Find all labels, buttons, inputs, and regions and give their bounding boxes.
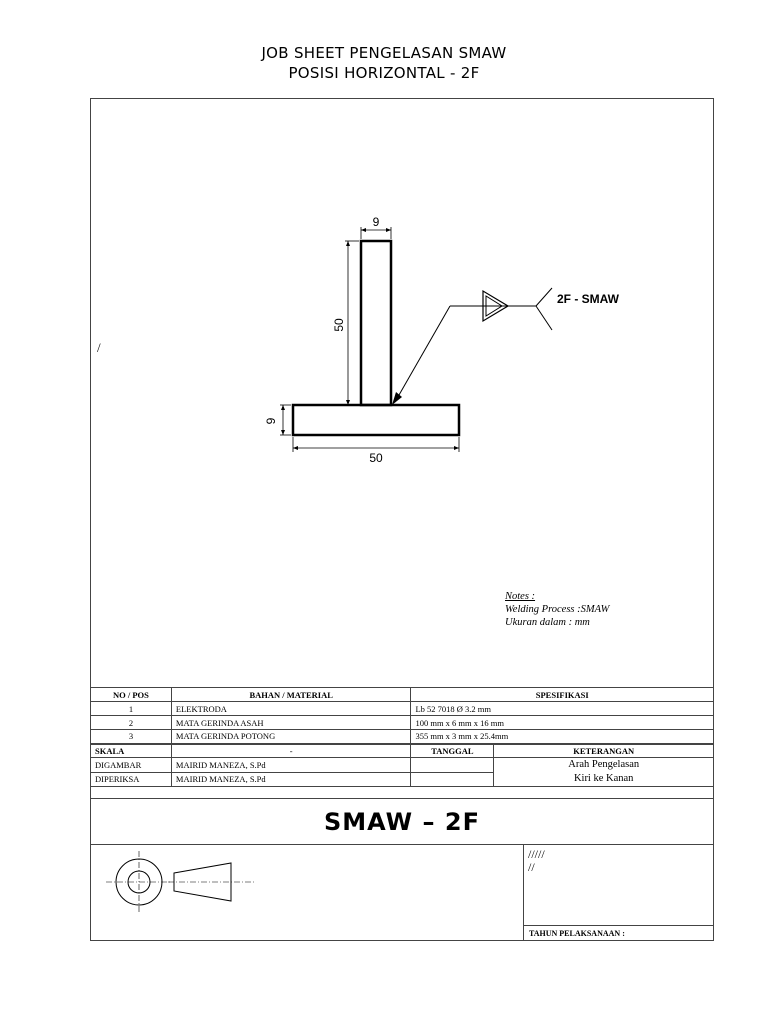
notes-block (505, 590, 609, 629)
row-material: MATA GERINDA POTONG (171, 730, 411, 744)
row-no: 1 (91, 702, 172, 716)
slash-marks (528, 848, 545, 874)
skala-label: SKALA (91, 744, 172, 758)
row-no: 2 (91, 716, 172, 730)
notes-units: Ukuran dalam : mm (505, 617, 590, 628)
weld-arrow-icon (392, 392, 402, 405)
digambar-label: DIGAMBAR (91, 758, 172, 773)
col-no-header: NO / POS (91, 688, 172, 702)
signoff-header-row (91, 744, 714, 758)
row-spec: 355 mm x 3 mm x 25.4mm (411, 730, 714, 744)
diperiksa-label: DIPERIKSA (91, 772, 172, 787)
stray-mark: / (97, 340, 101, 355)
dim-top-label: 9 (372, 215, 380, 229)
table-row (91, 730, 714, 744)
dim-left-label: 9 (264, 417, 278, 425)
row-material: ELEKTRODA (171, 702, 411, 716)
tahun-pelaksanaan-label: TAHUN PELAKSANAAN : (523, 925, 714, 941)
doc-title-line1: JOB SHEET PENGELASAN SMAW (261, 44, 507, 62)
keterangan-cell (494, 758, 714, 787)
base-plate (293, 405, 459, 435)
digambar-row (91, 758, 714, 773)
projection-symbol-icon (90, 845, 523, 941)
slash-line1: ///// (528, 847, 545, 861)
skala-value: - (171, 744, 411, 758)
keterangan-label: KETERANGAN (494, 744, 714, 758)
diperiksa-name: MAIRID MANEZA, S.Pd (171, 772, 411, 787)
weld-leader-line (395, 306, 450, 402)
keterangan-line1: Arah Pengelasan (568, 759, 640, 770)
diperiksa-date (411, 772, 494, 787)
col-material-header: BAHAN / MATERIAL (171, 688, 411, 702)
table-row (91, 716, 714, 730)
row-no: 3 (91, 730, 172, 744)
digambar-date (411, 758, 494, 773)
material-table (90, 687, 714, 787)
keterangan-line2: Kiri ke Kanan (573, 773, 634, 784)
digambar-name: MAIRID MANEZA, S.Pd (171, 758, 411, 773)
row-spec: Lb 52 7018 Ø 3.2 mm (411, 702, 714, 716)
dim-vertical-label: 50 (332, 318, 346, 332)
big-title: SMAW – 2F (90, 798, 714, 845)
table-header-row (91, 688, 714, 702)
table-row (91, 702, 714, 716)
row-material: MATA GERINDA ASAH (171, 716, 411, 730)
doc-title-line2: POSISI HORIZONTAL - 2F (288, 64, 480, 82)
tanggal-label: TANGGAL (411, 744, 494, 758)
row-spec: 100 mm x 6 mm x 16 mm (411, 716, 714, 730)
vertical-plate (361, 241, 391, 405)
slash-line2: // (528, 860, 535, 874)
notes-process: Welding Process :SMAW (505, 604, 610, 615)
dim-bottom-label: 50 (369, 451, 383, 465)
weld-process-label: 2F - SMAW (557, 292, 619, 306)
notes-heading: Notes : (505, 591, 536, 602)
col-spec-header: SPESIFIKASI (411, 688, 714, 702)
